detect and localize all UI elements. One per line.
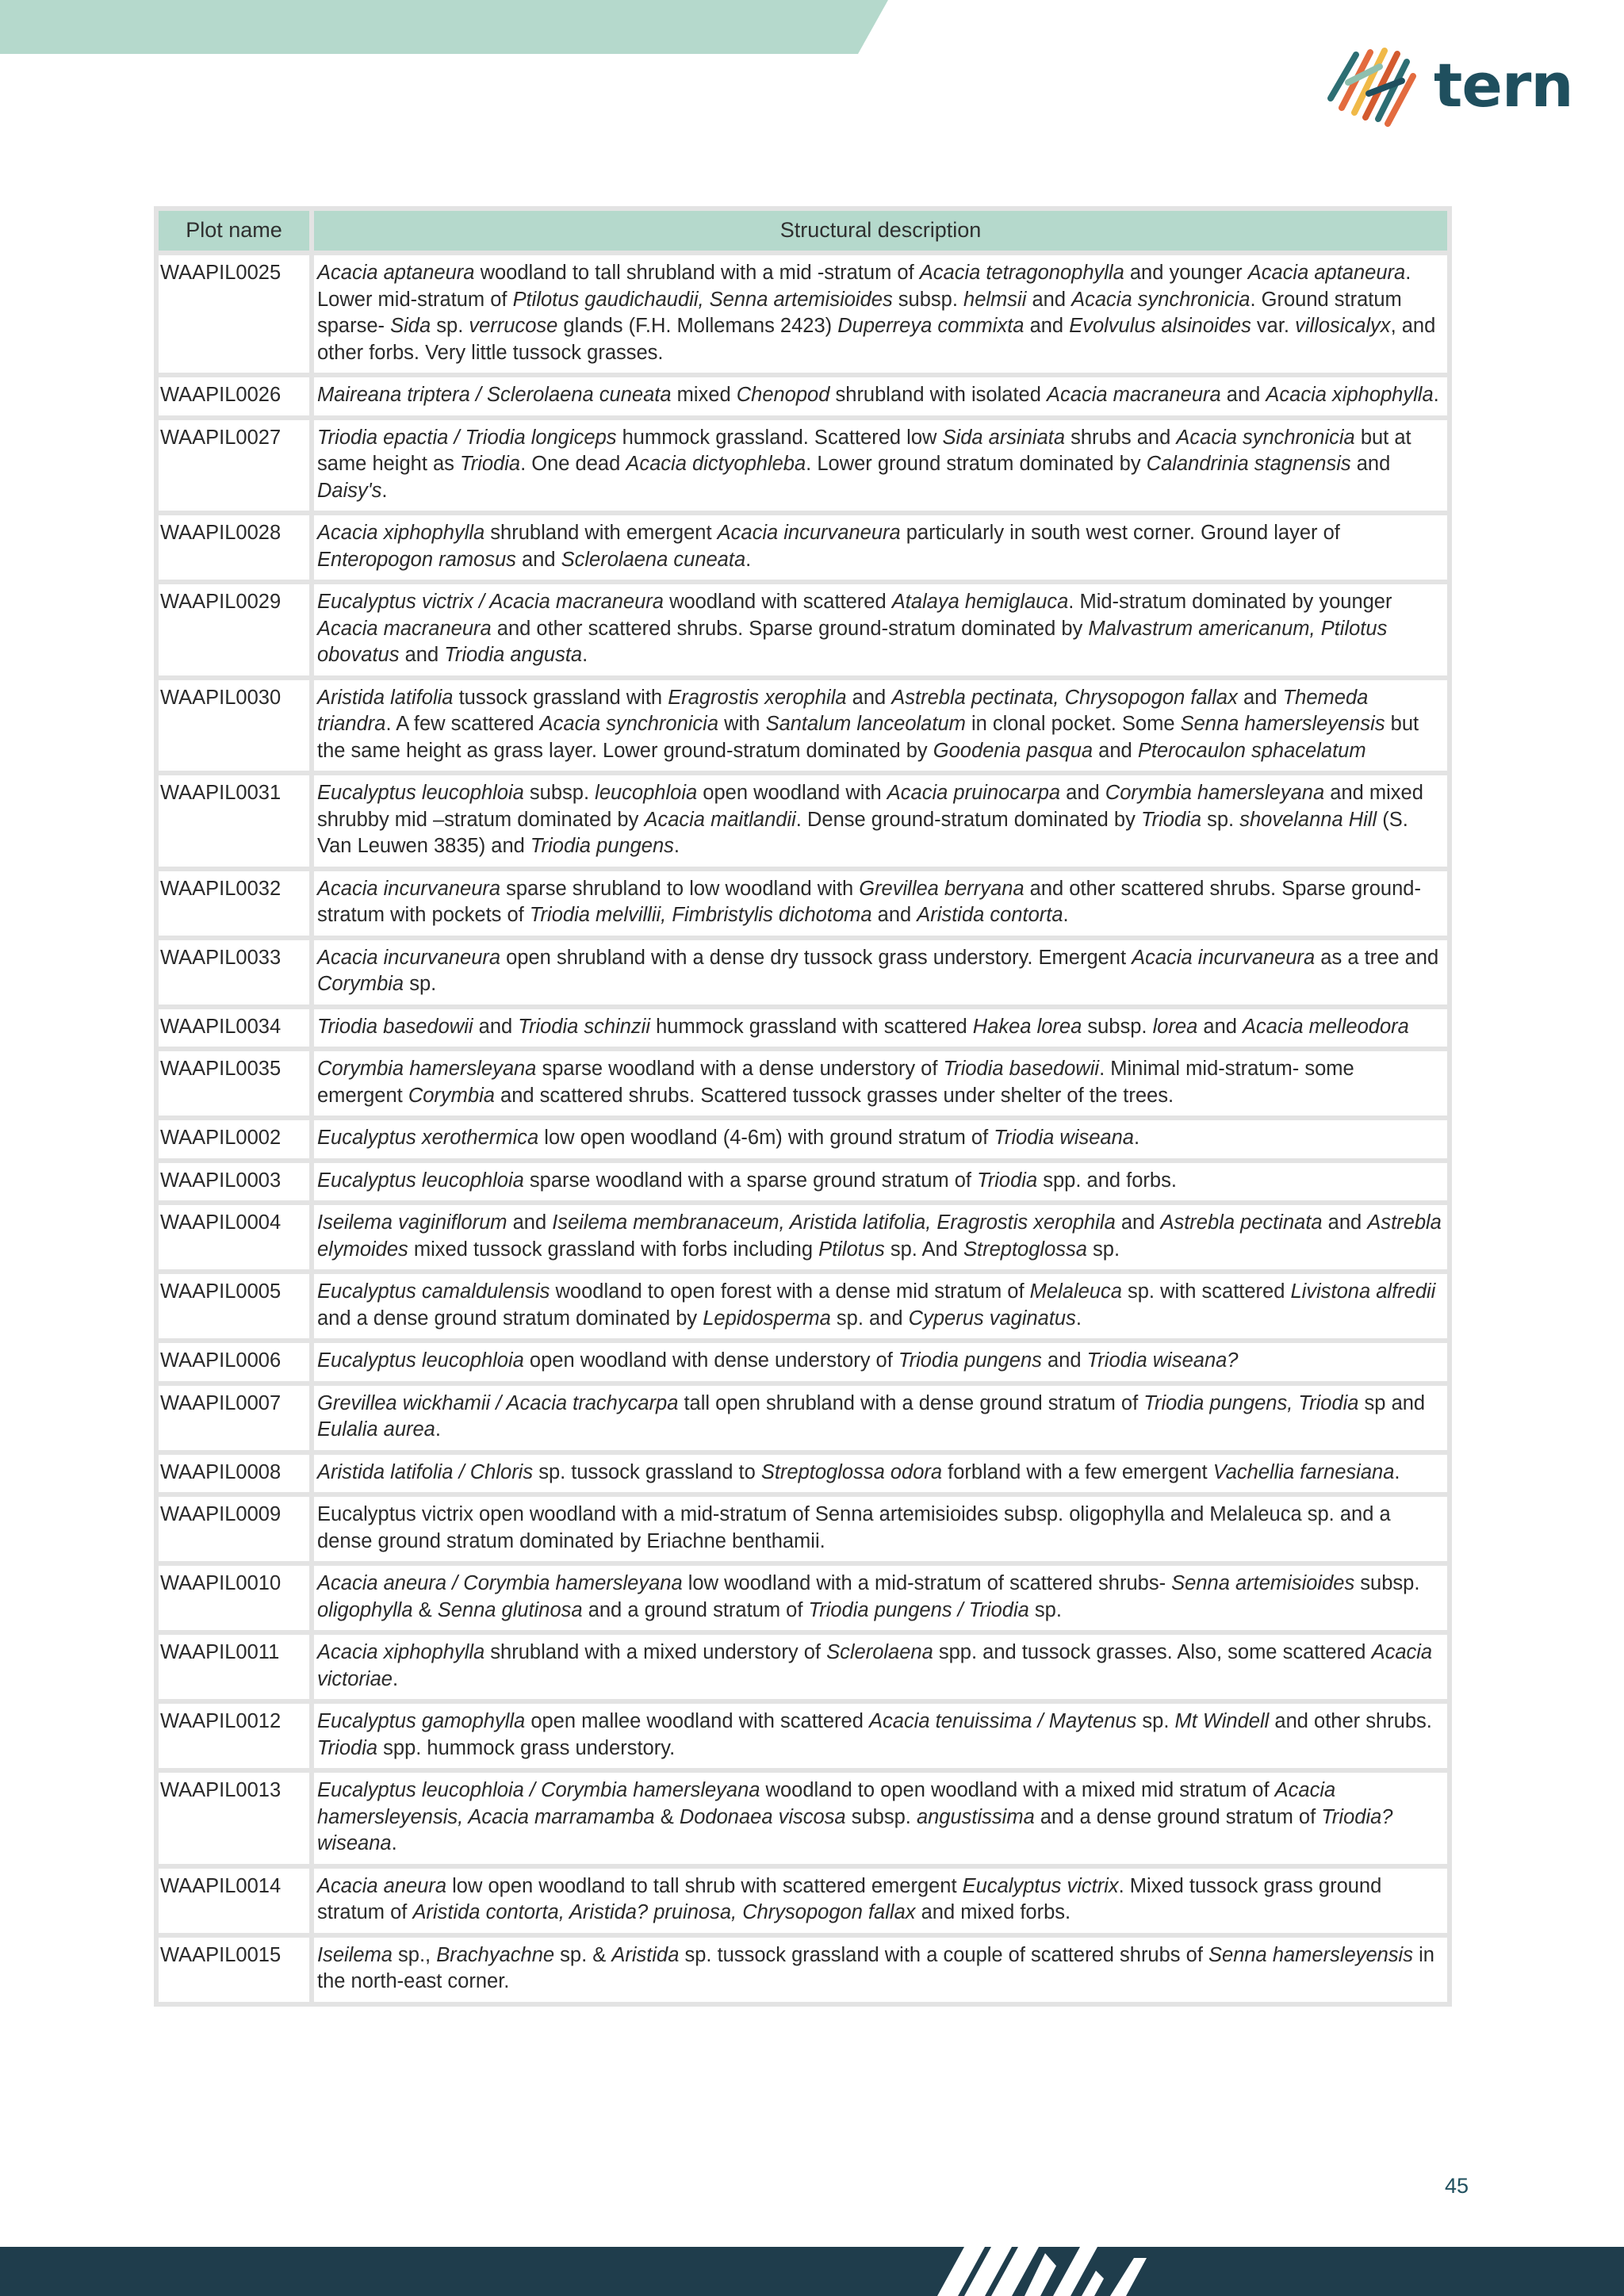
table-row (159, 940, 1447, 1004)
plot-name-cell: WAAPIL0025 (159, 255, 309, 373)
plot-name-cell: WAAPIL0012 (159, 1704, 309, 1768)
table-row (159, 1704, 1447, 1768)
structural-description-cell: Eucalyptus camaldulensis woodland to open forest with a dense mid stratum of Melaleuca sp. with scattered Livistona alfredii and a dense ground stratum dominated by Lepidosperma sp. and Cyperus vaginatus. (314, 1274, 1447, 1338)
table-row (159, 1566, 1447, 1630)
structural-description-cell: Triodia basedowii and Triodia schinzii hummock grassland with scattered Hakea lorea subsp. lorea and Acacia melleodora (314, 1009, 1447, 1047)
plot-name-cell: WAAPIL0026 (159, 377, 309, 415)
table-row (159, 871, 1447, 936)
structural-description-cell: Acacia incurvaneura sparse shrubland to low woodland with Grevillea berryana and other scattered shrubs. Sparse ground-stratum with pockets of Triodia melvillii, Fimbristylis dichotoma and Aristida contorta. (314, 871, 1447, 936)
table-row (159, 1274, 1447, 1338)
structural-description-table (154, 206, 1452, 2007)
structural-description-cell: Eucalyptus leucophloia subsp. leucophloia open woodland with Acacia pruinocarpa and Corymbia hamersleyana and mixed shrubby mid –stratum dominated by Acacia maitlandii. Dense ground-stratum dominated by Triodia sp. shovelanna Hill (S. Van Leuwen 3835) and Triodia pungens. (314, 775, 1447, 867)
structural-description-cell: Eucalyptus victrix / Acacia macraneura woodland with scattered Atalaya hemiglauca. Mid-stratum dominated by younger Acacia macraneura and other scattered shrubs. Sparse ground-stratum dominated by Malvastrum americanum, Ptilotus obovatus and Triodia angusta. (314, 584, 1447, 675)
structural-description-cell: Acacia aneura / Corymbia hamersleyana low woodland with a mid-stratum of scattered shrubs- Senna artemisioides subsp. oligophylla & Senna glutinosa and a ground stratum of Triodia pungens / Triodia sp. (314, 1566, 1447, 1630)
plot-name-cell: WAAPIL0007 (159, 1386, 309, 1450)
structural-description-cell: Eucalyptus leucophloia sparse woodland with a sparse ground stratum of Triodia spp. and forbs. (314, 1163, 1447, 1201)
plot-name-cell: WAAPIL0015 (159, 1938, 309, 2002)
page-number: 45 (1444, 2174, 1469, 2198)
column-header-plot-name: Plot name (159, 211, 309, 251)
structural-description-cell: Eucalyptus gamophylla open mallee woodland with scattered Acacia tenuissima / Maytenus sp. Mt Windell and other shrubs. Triodia spp. hummock grass understory. (314, 1704, 1447, 1768)
table-header-row (159, 211, 1447, 251)
tern-logo-text: tern (1434, 50, 1573, 121)
structural-description-cell: Aristida latifolia tussock grassland with Eragrostis xerophila and Astrebla pectinata, Chrysopogon fallax and Themeda triandra. A few scattered Acacia synchronicia with Santalum lanceolatum in clonal pocket. Some Senna hamersleyensis but the same height as grass layer. Lower ground-stratum dominated by Goodenia pasqua and Pterocaulon sphacelatum (314, 680, 1447, 771)
table-row (159, 255, 1447, 373)
table-row (159, 1497, 1447, 1561)
structural-description-cell: Iseilema sp., Brachyachne sp. & Aristida sp. tussock grassland with a couple of scattered shrubs of Senna hamersleyensis in the north-east corner. (314, 1938, 1447, 2002)
structural-description-cell: Grevillea wickhamii / Acacia trachycarpa tall open shrubland with a dense ground stratum of Triodia pungens, Triodia sp and Eulalia aurea. (314, 1386, 1447, 1450)
structural-description-cell: Iseilema vaginiflorum and Iseilema membranaceum, Aristida latifolia, Eragrostis xerophila and Astrebla pectinata and Astrebla elymoides mixed tussock grassland with forbs including Ptilotus sp. And Streptoglossa sp. (314, 1205, 1447, 1269)
plot-name-cell: WAAPIL0008 (159, 1455, 309, 1493)
structural-description-cell: Eucalyptus victrix open woodland with a mid-stratum of Senna artemisioides subsp. oligophylla and Melaleuca sp. and a dense ground stratum dominated by Eriachne benthamii. (314, 1497, 1447, 1561)
table-row (159, 1163, 1447, 1201)
table-body (159, 255, 1447, 2002)
table-row (159, 775, 1447, 867)
table-row (159, 1205, 1447, 1269)
table-row (159, 1120, 1447, 1158)
table-row (159, 680, 1447, 771)
plot-name-cell: WAAPIL0009 (159, 1497, 309, 1561)
plot-name-cell: WAAPIL0032 (159, 871, 309, 936)
plot-name-cell: WAAPIL0027 (159, 420, 309, 511)
plot-name-cell: WAAPIL0006 (159, 1343, 309, 1381)
plot-name-cell: WAAPIL0005 (159, 1274, 309, 1338)
plot-name-cell: WAAPIL0011 (159, 1635, 309, 1699)
table-row (159, 584, 1447, 675)
plot-name-cell: WAAPIL0034 (159, 1009, 309, 1047)
structural-description-cell: Corymbia hamersleyana sparse woodland with a dense understory of Triodia basedowii. Minimal mid-stratum- some emergent Corymbia and scattered shrubs. Scattered tussock grasses under shelter of the trees. (314, 1051, 1447, 1115)
column-header-structural-description: Structural description (314, 211, 1447, 251)
structural-description-cell: Eucalyptus leucophloia / Corymbia hamersleyana woodland to open woodland with a mixed mid stratum of Acacia hamersleyensis, Acacia marramamba & Dodonaea viscosa subsp. angustissima and a dense ground stratum of Triodia? wiseana. (314, 1773, 1447, 1864)
table-row (159, 1938, 1447, 2002)
plot-name-cell: WAAPIL0029 (159, 584, 309, 675)
structural-description-cell: Eucalyptus leucophloia open woodland with dense understory of Triodia pungens and Triodia wiseana? (314, 1343, 1447, 1381)
structural-description-cell: Eucalyptus xerothermica low open woodland (4-6m) with ground stratum of Triodia wiseana. (314, 1120, 1447, 1158)
table-row (159, 1009, 1447, 1047)
header-band (0, 0, 888, 54)
table-row (159, 515, 1447, 580)
table-row (159, 1455, 1447, 1493)
plot-name-cell: WAAPIL0014 (159, 1869, 309, 1933)
plot-name-cell: WAAPIL0030 (159, 680, 309, 771)
structural-description-cell: Acacia incurvaneura open shrubland with a dense dry tussock grass understory. Emergent Acacia incurvaneura as a tree and Corymbia sp. (314, 940, 1447, 1004)
structural-description-cell: Acacia xiphophylla shrubland with emergent Acacia incurvaneura particularly in south west corner. Ground layer of Enteropogon ramosus and Sclerolaena cuneata. (314, 515, 1447, 580)
plot-name-cell: WAAPIL0013 (159, 1773, 309, 1864)
footer-band (0, 2247, 1624, 2296)
plot-name-cell: WAAPIL0031 (159, 775, 309, 867)
table-row (159, 1635, 1447, 1699)
table-row (159, 1343, 1447, 1381)
plot-name-cell: WAAPIL0003 (159, 1163, 309, 1201)
plot-name-cell: WAAPIL0004 (159, 1205, 309, 1269)
plot-name-cell: WAAPIL0002 (159, 1120, 309, 1158)
plot-name-cell: WAAPIL0033 (159, 940, 309, 1004)
table-row (159, 1869, 1447, 1933)
plot-name-cell: WAAPIL0028 (159, 515, 309, 580)
table-row (159, 377, 1447, 415)
structural-description-cell: Acacia aptaneura woodland to tall shrubland with a mid -stratum of Acacia tetragonophylla and younger Acacia aptaneura. Lower mid-stratum of Ptilotus gaudichaudii, Senna artemisioides subsp. helmsii and Acacia synchronicia. Ground stratum sparse- Sida sp. verrucose glands (F.H. Mollemans 2423) Duperreya commixta and Evolvulus alsinoides var. villosicalyx, and other forbs. Very little tussock grasses. (314, 255, 1447, 373)
structural-description-cell: Maireana triptera / Sclerolaena cuneata mixed Chenopod shrubland with isolated Acacia macraneura and Acacia xiphophylla. (314, 377, 1447, 415)
table-row (159, 1051, 1447, 1115)
plot-name-cell: WAAPIL0035 (159, 1051, 309, 1115)
plot-name-cell: WAAPIL0010 (159, 1566, 309, 1630)
structural-description-cell: Acacia xiphophylla shrubland with a mixed understory of Sclerolaena spp. and tussock grasses. Also, some scattered Acacia victoriae. (314, 1635, 1447, 1699)
table-row (159, 420, 1447, 511)
table-row (159, 1773, 1447, 1864)
table-row (159, 1386, 1447, 1450)
structural-description-cell: Acacia aneura low open woodland to tall shrub with scattered emergent Eucalyptus victrix. Mixed tussock grass ground stratum of Aristida contorta, Aristida? pruinosa, Chrysopogon fallax and mixed forbs. (314, 1869, 1447, 1933)
structural-description-cell: Triodia epactia / Triodia longiceps hummock grassland. Scattered low Sida arsiniata shrubs and Acacia synchronicia but at same height as Triodia. One dead Acacia dictyophleba. Lower ground stratum dominated by Calandrinia stagnensis and Daisy's. (314, 420, 1447, 511)
structural-description-cell: Aristida latifolia / Chloris sp. tussock grassland to Streptoglossa odora forbland with a few emergent Vachellia farnesiana. (314, 1455, 1447, 1493)
